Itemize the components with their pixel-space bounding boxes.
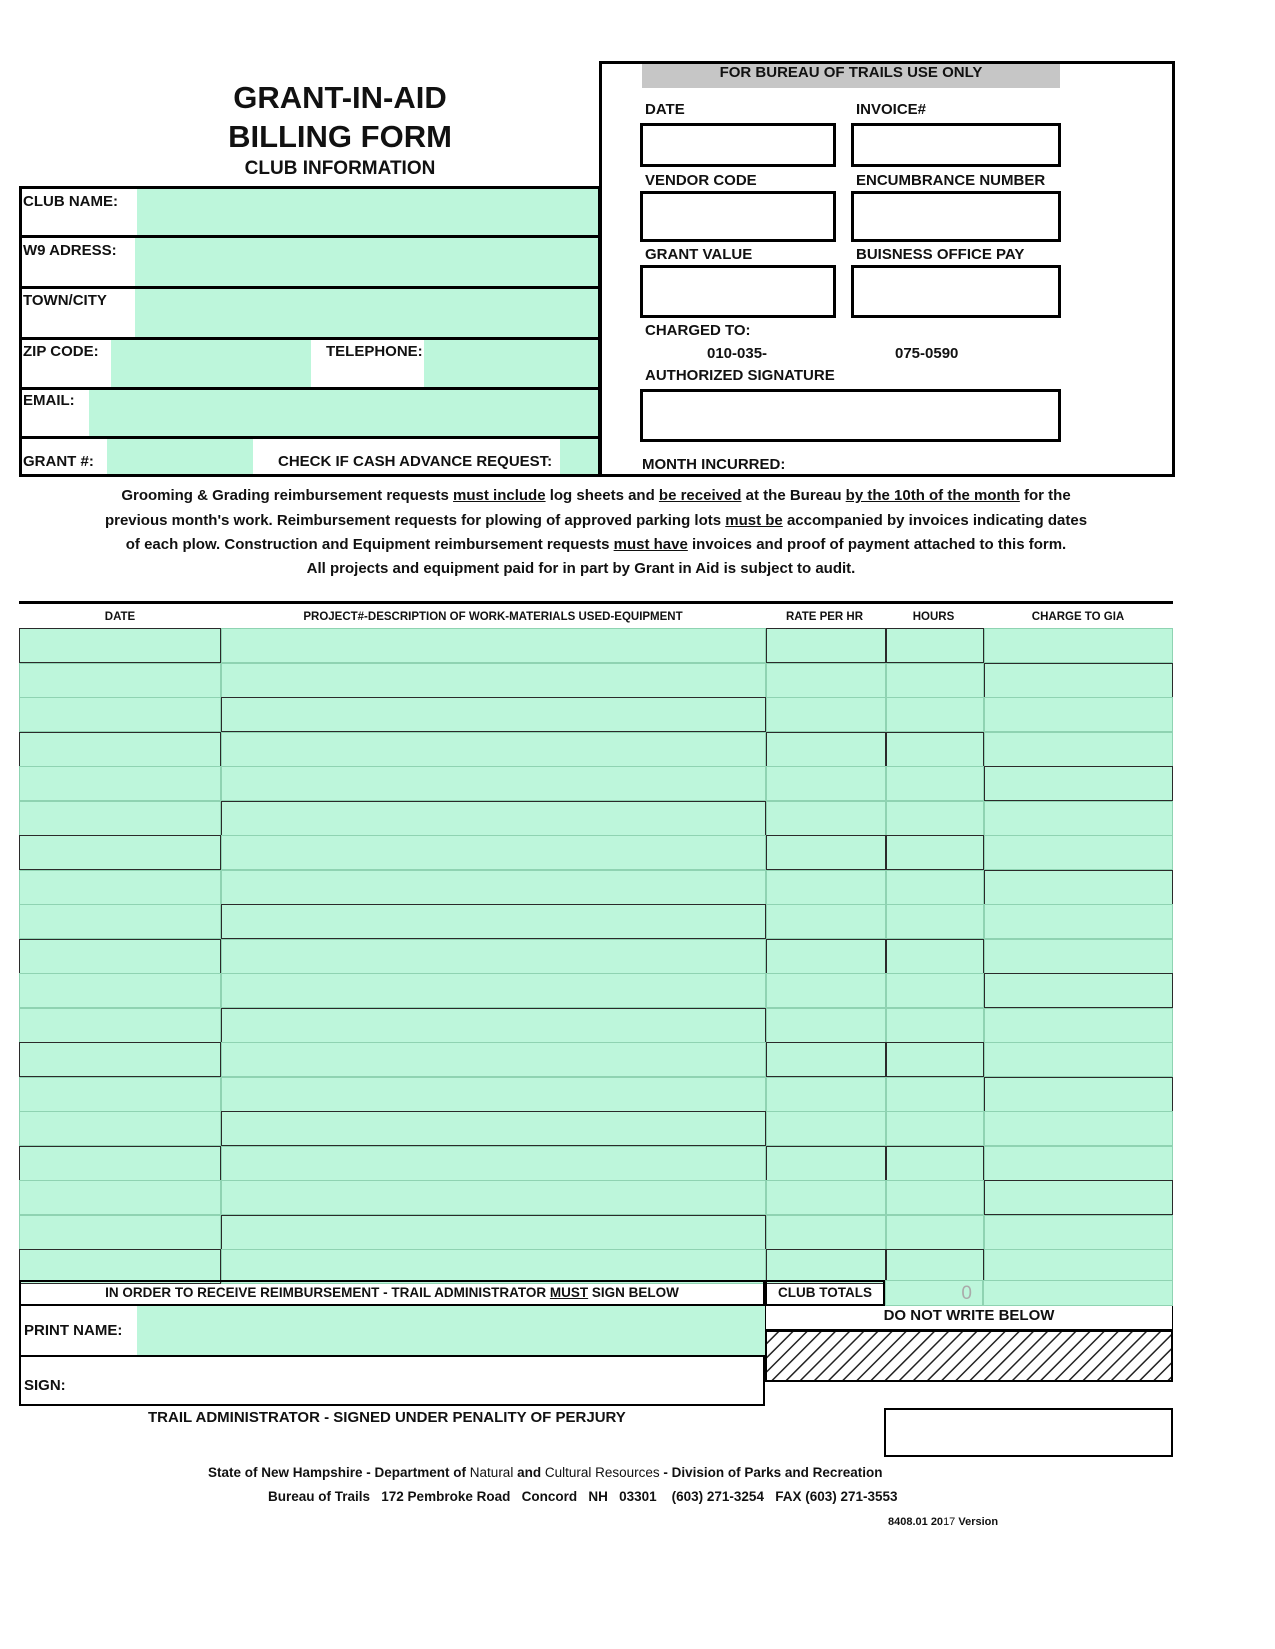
do-not-write-label: DO NOT WRITE BELOW xyxy=(765,1306,1173,1330)
cell-date[interactable] xyxy=(19,1111,221,1146)
cell-charge[interactable] xyxy=(984,870,1173,905)
cell-charge[interactable] xyxy=(984,732,1173,767)
encumbrance-box[interactable] xyxy=(851,191,1061,242)
table-row xyxy=(19,1249,1173,1284)
cell-rate[interactable] xyxy=(766,628,886,663)
table-row xyxy=(19,1042,1173,1077)
cell-rate[interactable] xyxy=(766,1077,886,1112)
cell-rate[interactable] xyxy=(766,801,886,836)
cell-rate[interactable] xyxy=(766,766,886,801)
email-label: EMAIL: xyxy=(23,392,75,409)
table-row xyxy=(19,766,1173,801)
cell-rate[interactable] xyxy=(766,973,886,1008)
charged-to-label: CHARGED TO: xyxy=(645,322,751,339)
cell-rate[interactable] xyxy=(766,1215,886,1250)
club-totals-hours: 0 xyxy=(885,1280,983,1306)
town-city-label: TOWN/CITY xyxy=(23,292,107,309)
cell-description[interactable] xyxy=(221,939,766,974)
grant-value-label: GRANT VALUE xyxy=(645,246,753,263)
cell-date[interactable] xyxy=(19,835,221,870)
cell-description[interactable] xyxy=(221,1249,766,1284)
cell-charge[interactable] xyxy=(984,1077,1173,1112)
cell-date[interactable] xyxy=(19,663,221,698)
cell-date[interactable] xyxy=(19,801,221,836)
cell-charge[interactable] xyxy=(984,1249,1173,1284)
cash-advance-checkbox[interactable] xyxy=(560,439,598,474)
table-row xyxy=(19,1111,1173,1146)
cell-hours[interactable] xyxy=(886,1077,984,1112)
do-not-write-hatch xyxy=(765,1330,1173,1382)
cell-charge[interactable] xyxy=(984,1111,1173,1146)
table-row xyxy=(19,697,1173,732)
cell-hours[interactable] xyxy=(886,628,984,663)
bureau-use-section xyxy=(599,61,1175,477)
cell-rate[interactable] xyxy=(766,663,886,698)
cell-description[interactable] xyxy=(221,628,766,663)
table-row xyxy=(19,973,1173,1008)
cell-description[interactable] xyxy=(221,697,766,732)
cell-charge[interactable] xyxy=(984,697,1173,732)
cell-description[interactable] xyxy=(221,973,766,1008)
invoice-box[interactable] xyxy=(851,123,1061,167)
cell-rate[interactable] xyxy=(766,1111,886,1146)
cell-hours[interactable] xyxy=(886,939,984,974)
footer-address: Bureau of Trails 172 Pembroke Road Concord NH 03301 (603) 271-3254 FAX (603) 271-3553 xyxy=(268,1489,898,1504)
cell-hours[interactable] xyxy=(886,732,984,767)
club-totals-box: CLUB TOTALS xyxy=(765,1280,885,1306)
cell-rate[interactable] xyxy=(766,904,886,939)
cell-charge[interactable] xyxy=(984,1008,1173,1043)
telephone-field[interactable] xyxy=(424,340,598,387)
w9-address-label: W9 ADRESS: xyxy=(23,242,117,259)
club-name-label: CLUB NAME: xyxy=(23,193,118,210)
cell-hours[interactable] xyxy=(886,1042,984,1077)
vendor-code-box[interactable] xyxy=(640,191,836,242)
sign-field[interactable] xyxy=(101,1357,761,1403)
cell-charge[interactable] xyxy=(984,904,1173,939)
cell-hours[interactable] xyxy=(886,766,984,801)
office-use-box[interactable] xyxy=(884,1408,1173,1457)
vendor-code-label: VENDOR CODE xyxy=(645,172,757,189)
cell-charge[interactable] xyxy=(984,1042,1173,1077)
cell-rate[interactable] xyxy=(766,835,886,870)
cell-description[interactable] xyxy=(221,732,766,767)
sign-label: SIGN: xyxy=(24,1377,66,1394)
table-row xyxy=(19,1215,1173,1250)
col-header-hours: HOURS xyxy=(912,611,955,623)
cell-date[interactable] xyxy=(19,1077,221,1112)
print-name-field[interactable] xyxy=(137,1306,765,1355)
cell-hours[interactable] xyxy=(886,870,984,905)
cell-rate[interactable] xyxy=(766,939,886,974)
grant-number-field[interactable] xyxy=(107,439,253,474)
cell-hours[interactable] xyxy=(886,1215,984,1250)
cell-rate[interactable] xyxy=(766,732,886,767)
cell-hours[interactable] xyxy=(886,801,984,836)
table-row xyxy=(19,1146,1173,1181)
instructions-line-3: of each plow. Construction and Equipment reimbursement requests must have invoices and proof of payment attached to this form. xyxy=(125,536,1067,553)
form-version: 8408.01 2017 Version xyxy=(888,1516,999,1528)
cell-hours[interactable] xyxy=(886,697,984,732)
cell-charge[interactable] xyxy=(984,801,1173,836)
business-office-box[interactable] xyxy=(851,265,1061,318)
cell-description[interactable] xyxy=(221,801,766,836)
club-info-section xyxy=(19,186,601,477)
cell-charge[interactable] xyxy=(984,835,1173,870)
table-row xyxy=(19,732,1173,767)
cell-date[interactable] xyxy=(19,697,221,732)
club-name-field[interactable] xyxy=(137,189,598,235)
cell-rate[interactable] xyxy=(766,1008,886,1043)
invoice-label: INVOICE# xyxy=(856,101,927,118)
col-header-charge: CHARGE TO GIA xyxy=(1031,611,1125,623)
cell-description[interactable] xyxy=(221,766,766,801)
col-header-date: DATE xyxy=(104,611,136,623)
club-info-heading: CLUB INFORMATION xyxy=(244,158,436,179)
table-row xyxy=(19,1008,1173,1043)
cell-hours[interactable] xyxy=(886,1249,984,1284)
town-city-field[interactable] xyxy=(135,289,598,337)
cell-description[interactable] xyxy=(221,663,766,698)
zip-code-field[interactable] xyxy=(111,340,311,387)
cell-charge[interactable] xyxy=(984,1146,1173,1181)
table-row xyxy=(19,870,1173,905)
table-row xyxy=(19,1180,1173,1215)
footer-department: State of New Hampshire - Department of Natural and Cultural Resources - Division of Parks and Recreation xyxy=(208,1465,883,1480)
cell-date[interactable] xyxy=(19,628,221,663)
form-title-line1: GRANT-IN-AID xyxy=(233,80,447,115)
cell-charge[interactable] xyxy=(984,939,1173,974)
authorized-signature-box[interactable] xyxy=(640,389,1061,442)
cell-description[interactable] xyxy=(221,1180,766,1215)
cell-charge[interactable] xyxy=(984,628,1173,663)
cell-date[interactable] xyxy=(19,732,221,767)
table-row xyxy=(19,1077,1173,1112)
cell-description[interactable] xyxy=(221,1042,766,1077)
cell-description[interactable] xyxy=(221,904,766,939)
authorized-signature-label: AUTHORIZED SIGNATURE xyxy=(645,367,835,384)
cell-charge[interactable] xyxy=(984,1215,1173,1250)
cell-rate[interactable] xyxy=(766,697,886,732)
zip-code-label: ZIP CODE: xyxy=(23,343,99,360)
cell-description[interactable] xyxy=(221,1215,766,1250)
cell-rate[interactable] xyxy=(766,1146,886,1181)
instructions-line-2: previous month's work. Reimbursement requests for plowing of approved parking lots must be accompanied by invoices indicating dates xyxy=(104,511,1088,529)
grant-value-box[interactable] xyxy=(640,265,836,318)
cell-hours[interactable] xyxy=(886,973,984,1008)
charged-code-1: 010-035- xyxy=(707,345,768,362)
print-name-label: PRINT NAME: xyxy=(24,1322,123,1339)
encumbrance-label: ENCUMBRANCE NUMBER xyxy=(856,172,1046,189)
cell-charge[interactable] xyxy=(984,663,1173,698)
cell-rate[interactable] xyxy=(766,1180,886,1215)
cell-date[interactable] xyxy=(19,1042,221,1077)
cell-charge[interactable] xyxy=(984,766,1173,801)
cash-advance-label: CHECK IF CASH ADVANCE REQUEST: xyxy=(278,453,553,470)
print-sign-box xyxy=(19,1306,765,1406)
date-label: DATE xyxy=(645,101,685,118)
col-header-rate: RATE PER HR xyxy=(785,611,864,623)
cell-date[interactable] xyxy=(19,973,221,1008)
table-row xyxy=(19,801,1173,836)
cell-date[interactable] xyxy=(19,904,221,939)
cell-hours[interactable] xyxy=(886,1146,984,1181)
cell-description[interactable] xyxy=(221,1111,766,1146)
w9-address-field[interactable] xyxy=(135,238,598,286)
cell-description[interactable] xyxy=(221,1077,766,1112)
cell-date[interactable] xyxy=(19,1180,221,1215)
cell-hours[interactable] xyxy=(886,904,984,939)
cell-date[interactable] xyxy=(19,1146,221,1181)
cell-charge[interactable] xyxy=(984,973,1173,1008)
cell-hours[interactable] xyxy=(886,1180,984,1215)
instructions xyxy=(19,484,1173,580)
business-office-label: BUISNESS OFFICE PAY xyxy=(856,246,1025,263)
cell-hours[interactable] xyxy=(886,663,984,698)
cell-rate[interactable] xyxy=(766,1249,886,1284)
cell-description[interactable] xyxy=(221,835,766,870)
table-row xyxy=(19,663,1173,698)
cell-date[interactable] xyxy=(19,870,221,905)
cell-date[interactable] xyxy=(19,1008,221,1043)
col-header-description: PROJECT#-DESCRIPTION OF WORK-MATERIALS USED-EQUIPMENT xyxy=(303,611,683,623)
cell-hours[interactable] xyxy=(886,1111,984,1146)
form-title-line2: BILLING FORM xyxy=(228,119,452,154)
bureau-date-box[interactable] xyxy=(640,123,836,167)
cell-rate[interactable] xyxy=(766,870,886,905)
month-incurred-label: MONTH INCURRED: xyxy=(642,456,786,473)
cell-hours[interactable] xyxy=(886,835,984,870)
charged-code-2: 075-0590 xyxy=(895,345,959,362)
table-row xyxy=(19,835,1173,870)
instructions-line-1: Grooming & Grading reimbursement requests must include log sheets and be received at the Bureau by the 10th of the month for the xyxy=(121,487,1071,504)
table-row xyxy=(19,628,1173,663)
cell-date[interactable] xyxy=(19,939,221,974)
table-row xyxy=(19,904,1173,939)
cell-date[interactable] xyxy=(19,1215,221,1250)
reimbursement-notice-box: IN ORDER TO RECEIVE REIMBURSEMENT - TRAIL ADMINISTRATOR MUST SIGN BELOW xyxy=(19,1280,765,1306)
telephone-label: TELEPHONE: xyxy=(326,343,423,360)
bureau-header: FOR BUREAU OF TRAILS USE ONLY xyxy=(642,64,1060,88)
cell-date[interactable] xyxy=(19,766,221,801)
cell-charge[interactable] xyxy=(984,1180,1173,1215)
cell-description[interactable] xyxy=(221,870,766,905)
perjury-statement: TRAIL ADMINISTRATOR - SIGNED UNDER PENALITY OF PERJURY xyxy=(148,1409,626,1426)
cell-description[interactable] xyxy=(221,1008,766,1043)
grant-number-label: GRANT #: xyxy=(23,453,94,470)
cell-rate[interactable] xyxy=(766,1042,886,1077)
instructions-line-4: All projects and equipment paid for in part by Grant in Aid is subject to audit. xyxy=(306,559,856,577)
table-top-rule xyxy=(19,601,1173,604)
cell-hours[interactable] xyxy=(886,1008,984,1043)
email-field[interactable] xyxy=(89,390,598,436)
cell-description[interactable] xyxy=(221,1146,766,1181)
cell-date[interactable] xyxy=(19,1249,221,1284)
club-totals-charge xyxy=(983,1280,1173,1306)
table-row xyxy=(19,939,1173,974)
